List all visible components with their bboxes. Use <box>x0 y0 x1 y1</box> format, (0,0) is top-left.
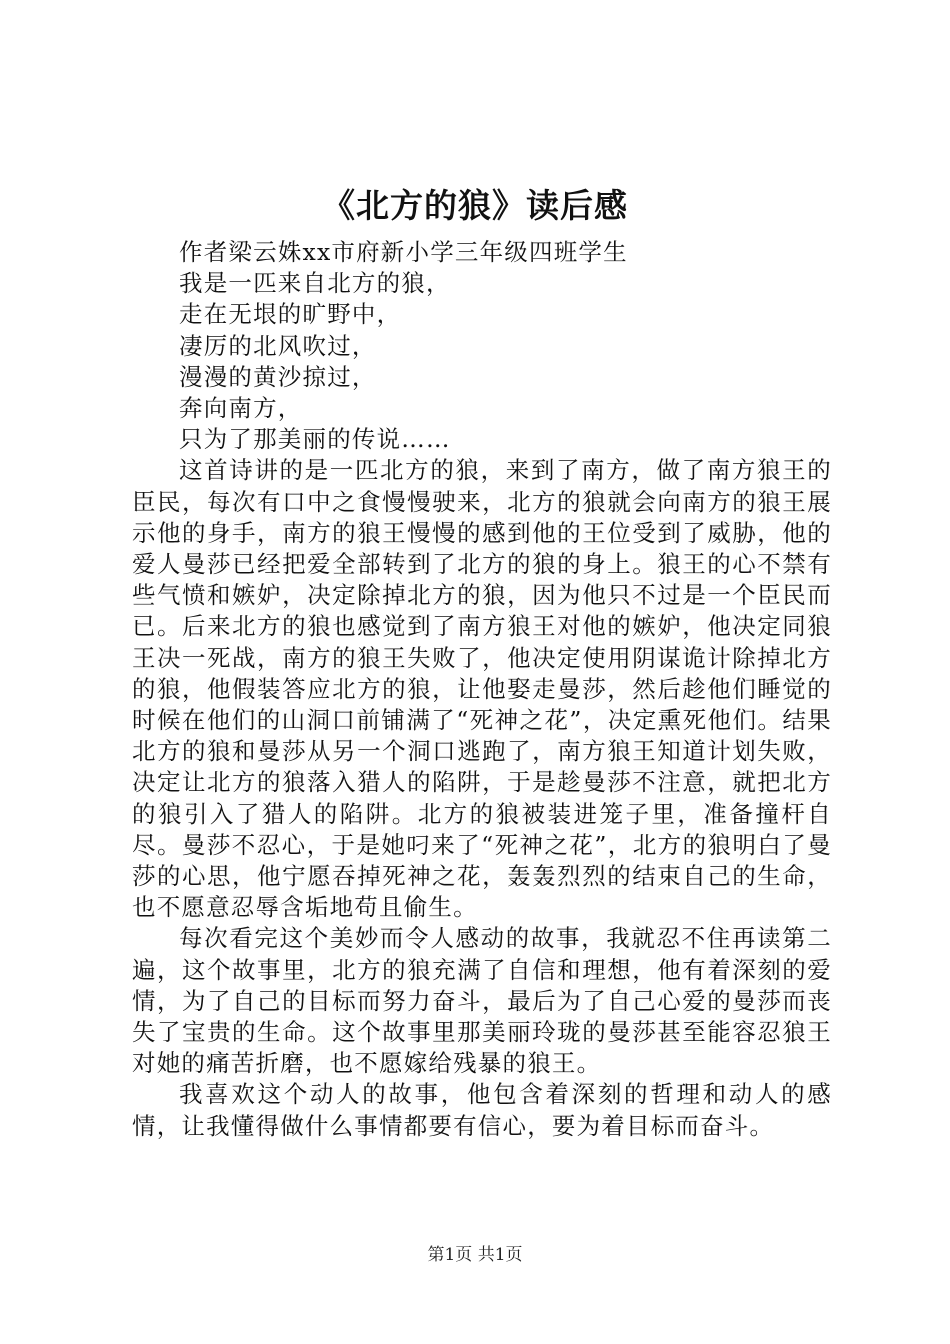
poem-line: 奔向南方， <box>179 394 303 423</box>
poem-line: 只为了那美丽的传说…… <box>179 425 451 454</box>
body-paragraph: 这首诗讲的是一匹北方的狼，来到了南方，做了南方狼王的臣民，每次有口中之食慢慢驶来，北方的狼就会向南方的狼王展示他的身手，南方的狼王慢慢的感到他的王位受到了威胁，他的爱人曼莎已经把爱全部转到了北方的狼的身上。狼王的心不禁有些气愤和嫉妒，决定除掉北方的狼，因为他只不过是一个臣民而已。后来北方的狼也感觉到了南方狼王对他的嫉妒，他决定同狼王决一死战，南方的狼王失败了，他决定使用阴谋诡计除掉北方的狼，他假装答应北方的狼，让他娶走曼莎，然后趁他们睡觉的时候在他们的山洞口前铺满了“死神之花”，决定熏死他们。结果北方的狼和曼莎从另一个洞口逃跑了，南方狼王知道计划失败，决定让北方的狼落入猎人的陷阱，于是趁曼莎不注意，就把北方的狼引入了猎人的陷阱。北方的狼被装进笼子里，准备撞杆自尽。曼莎不忍心，于是她叼来了“死神之花”，北方的狼明白了曼莎的心思，他宁愿吞掉死神之花，轰轰烈烈的结束自己的生命，也不愿意忍辱含垢地苟且偷生。 <box>132 456 832 922</box>
document-body <box>132 237 832 1142</box>
body-paragraph: 我喜欢这个动人的故事，他包含着深刻的哲理和动人的感情，让我懂得做什么事情都要有信心，要为着目标而奋斗。 <box>132 1080 832 1140</box>
poem-line: 走在无垠的旷野中， <box>179 300 402 329</box>
page-footer: 第1页 共1页 <box>427 1245 523 1265</box>
poem-line: 凄厉的北风吹过， <box>179 331 377 360</box>
document-title: 《北方的狼》读后感 <box>322 186 628 225</box>
body-paragraph: 每次看完这个美妙而令人感动的故事，我就忍不住再读第二遍，这个故事里，北方的狼充满了自信和理想，他有着深刻的爱情，为了自己的目标而努力奋斗，最后为了自己心爱的曼莎而丧失了宝贵的生命。这个故事里那美丽玲珑的曼莎甚至能容忍狼王对她的痛苦折磨，也不愿嫁给残暴的狼王。 <box>132 924 832 1078</box>
poem-line: 漫漫的黄沙掠过， <box>179 362 377 391</box>
author-line: 作者梁云姝xx市府新小学三年级四班学生 <box>179 238 628 266</box>
poem-line: 我是一匹来自北方的狼， <box>179 269 451 298</box>
